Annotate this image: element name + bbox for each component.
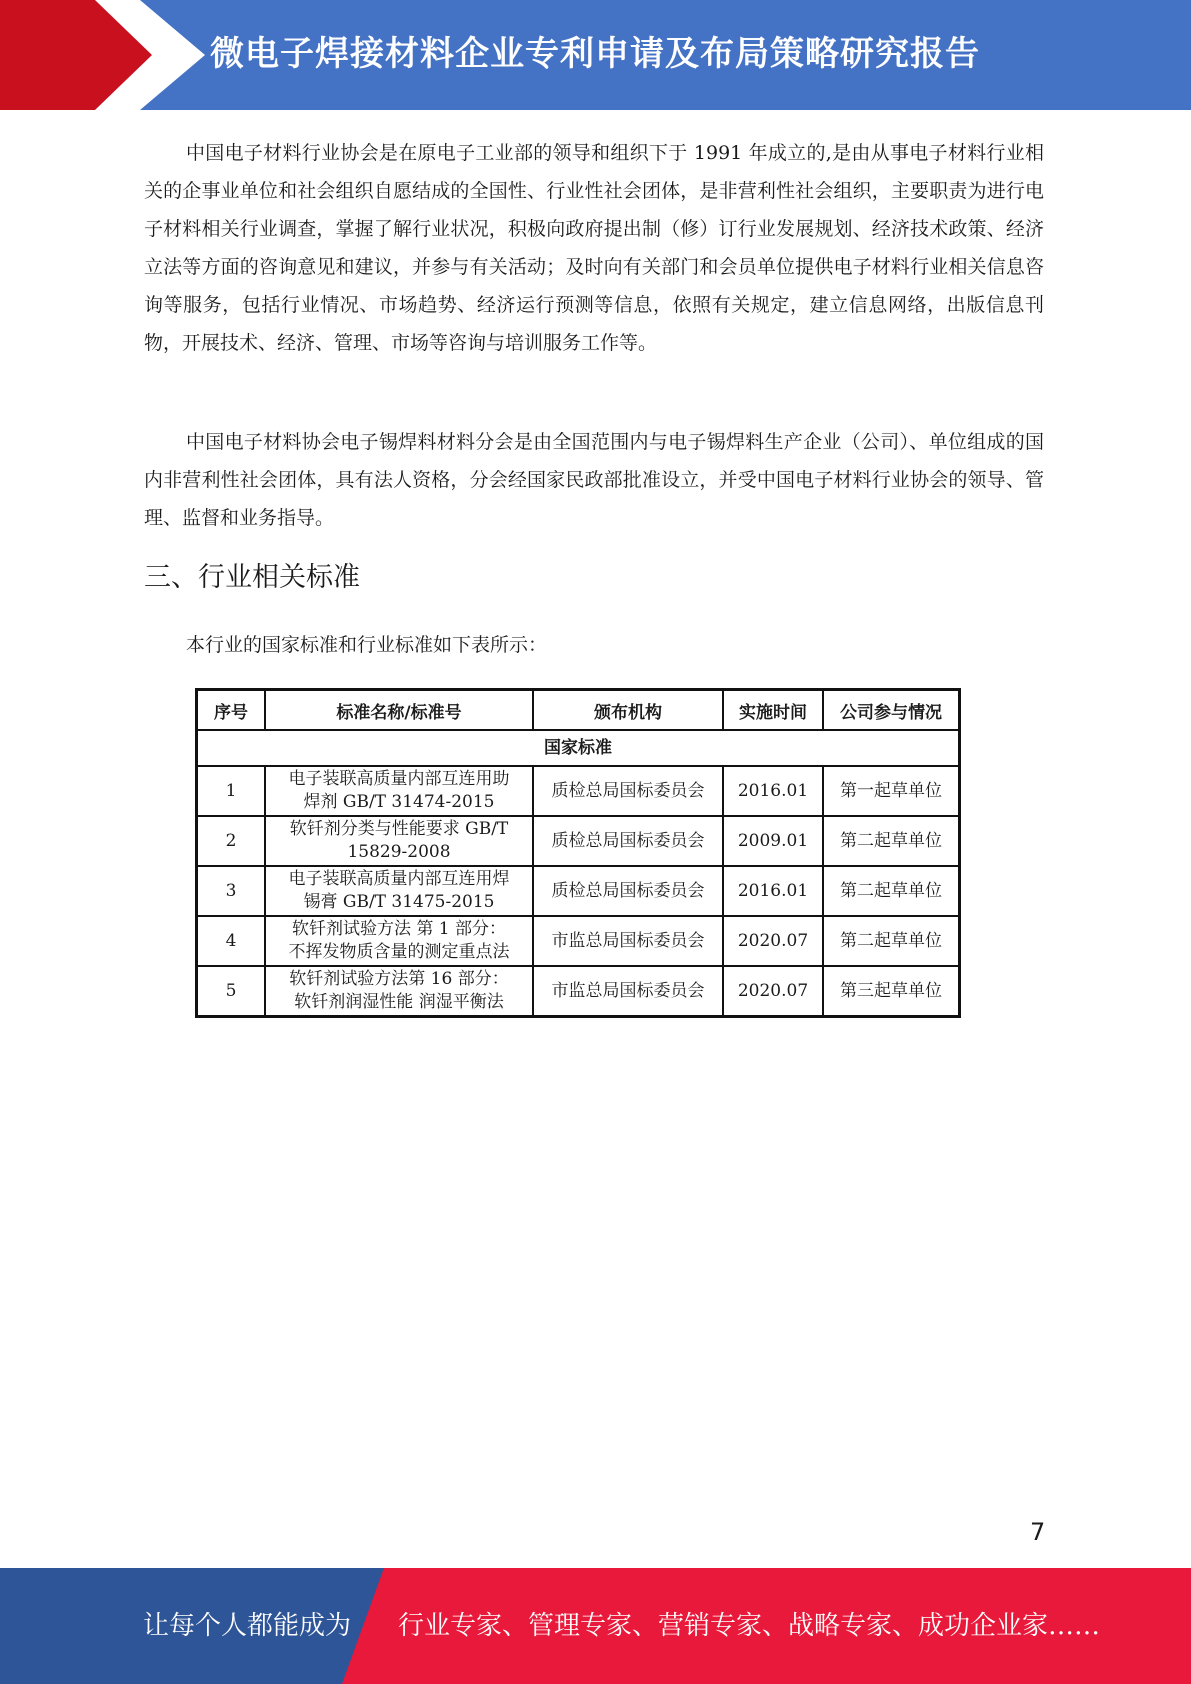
table-intro-text: 本行业的国家标准和行业标准如下表所示： (186, 634, 548, 656)
standards-table (195, 688, 961, 1018)
col-header-role: 公司参与情况 (823, 690, 960, 731)
cell-name (265, 866, 533, 916)
cell-date: 2020.07 (723, 966, 823, 1017)
cell-date: 2009.01 (723, 816, 823, 866)
page-header (0, 0, 1191, 110)
cell-name (265, 816, 533, 866)
footer-slogan-left: 让每个人都能成为 (143, 1611, 352, 1641)
cell-agency: 市监总局国标委员会 (533, 916, 723, 966)
cell-date: 2020.07 (723, 916, 823, 966)
table-row (197, 916, 960, 966)
table-group-row (197, 730, 960, 766)
section-heading: 三、行业相关标准 (144, 562, 360, 593)
cell-name-line2: 不挥发物质含量的测定重点法 (288, 942, 510, 962)
cell-no: 3 (197, 866, 266, 916)
cell-name-line1: 电子装联高质量内部互连用助 (288, 769, 510, 789)
cell-name-line2: 锡膏 GB/T 31475-2015 (303, 892, 495, 912)
cell-name (265, 966, 533, 1017)
table-header-row (197, 690, 960, 731)
cell-role: 第二起草单位 (823, 916, 960, 966)
cell-name-line1: 软钎剂分类与性能要求 GB/T (289, 819, 509, 839)
table-row (197, 816, 960, 866)
table-row (197, 866, 960, 916)
cell-agency: 市监总局国标委员会 (533, 966, 723, 1017)
cell-date: 2016.01 (723, 766, 823, 816)
footer-slogan-right: 行业专家、管理专家、营销专家、战略专家、成功企业家…… (398, 1611, 1101, 1641)
cell-no: 2 (197, 816, 266, 866)
table-row (197, 766, 960, 816)
col-header-date: 实施时间 (723, 690, 823, 731)
cell-no: 5 (197, 966, 266, 1017)
table-row (197, 966, 960, 1017)
cell-agency: 质检总局国标委员会 (533, 816, 723, 866)
cell-name-line1: 电子装联高质量内部互连用焊 (288, 869, 510, 889)
cell-name (265, 766, 533, 816)
cell-name-line1: 软钎剂试验方法第 16 部分： (289, 969, 509, 989)
cell-no: 4 (197, 916, 266, 966)
col-header-agency: 颁布机构 (533, 690, 723, 731)
page-footer (0, 1568, 1191, 1684)
cell-role: 第一起草单位 (823, 766, 960, 816)
group-label-national-standard: 国家标准 (197, 730, 960, 766)
cell-role: 第二起草单位 (823, 816, 960, 866)
cell-name-line2: 软钎剂润湿性能 润湿平衡法 (294, 992, 504, 1012)
cell-name-line2: 15829-2008 (347, 842, 451, 862)
cell-date: 2016.01 (723, 866, 823, 916)
cell-name-line1: 软钎剂试验方法 第 1 部分： (291, 919, 507, 939)
page-number: 7 (1030, 1518, 1046, 1546)
cell-role: 第三起草单位 (823, 966, 960, 1017)
col-header-name: 标准名称/标准号 (265, 690, 533, 731)
paragraph-association-intro: 中国电子材料行业协会是在原电子工业部的领导和组织下于 1991 年成立的,是由从事电子材料行业相关的企事业单位和社会组织自愿结成的全国性、行业性社会团体，是非营利性社会组织，主要职责为进行电子材料相关行业调查，掌握了解行业状况，积极向政府提出制（修）订行业发展规划、经济技术政策、经济立法等方面的咨询意见和建议，并参与有关活动；及时向有关部门和会员单位提供电子材料行业相关信息咨询等服务，包括行业情况、市场趋势、经济运行预测等信息，依照有关规定，建立信息网络，出版信息刊物，开展技术、经济、管理、市场等咨询与培训服务工作等。 (144, 142, 1044, 354)
document-title: 微电子焊接材料企业专利申请及布局策略研究报告 (210, 34, 980, 74)
paragraph-solder-branch-intro: 中国电子材料协会电子锡焊料材料分会是由全国范围内与电子锡焊料生产企业（公司）、单位组成的国内非营利性社会团体，具有法人资格，分会经国家民政部批准设立，并受中国电子材料行业协会的领导、管理、监督和业务指导。 (144, 431, 1044, 529)
cell-agency: 质检总局国标委员会 (533, 766, 723, 816)
cell-agency: 质检总局国标委员会 (533, 866, 723, 916)
cell-name (265, 916, 533, 966)
cell-role: 第二起草单位 (823, 866, 960, 916)
col-header-no: 序号 (197, 690, 266, 731)
cell-name-line2: 焊剂 GB/T 31474-2015 (303, 792, 495, 812)
cell-no: 1 (197, 766, 266, 816)
